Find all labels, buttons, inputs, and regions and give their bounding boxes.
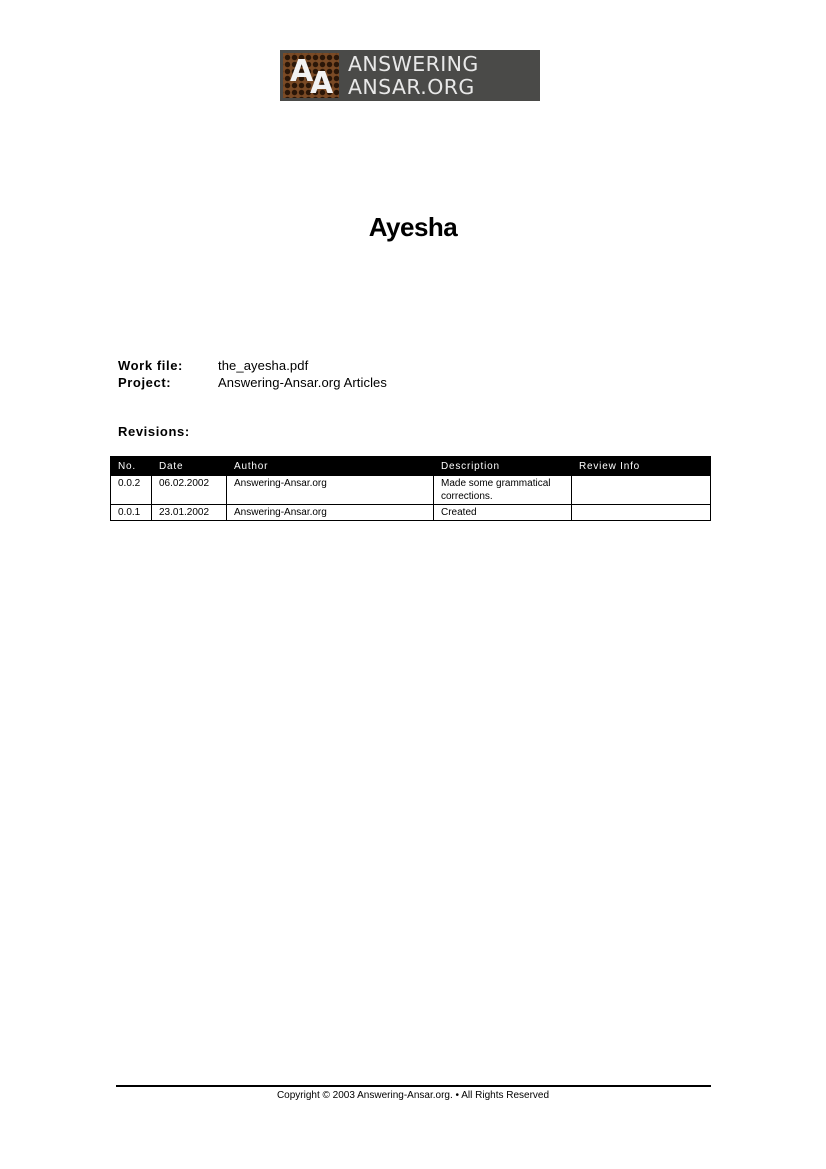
logo-letter: A: [310, 66, 334, 101]
cell-no: 0.0.2: [111, 476, 152, 505]
revisions-table: [110, 456, 711, 521]
table-row: [111, 476, 711, 505]
work-file-value: the_ayesha.pdf: [218, 358, 309, 373]
project-row: [118, 374, 387, 391]
cell-date: 06.02.2002: [152, 476, 227, 505]
revisions-heading: Revisions:: [118, 424, 190, 439]
logo-text-line-1: ANSWERING: [348, 52, 479, 76]
table-header-row: [111, 457, 711, 476]
column-header-review-info: Review Info: [572, 457, 711, 476]
site-logo: [280, 50, 540, 101]
column-header-author: Author: [227, 457, 434, 476]
project-value: Answering-Ansar.org Articles: [218, 375, 387, 390]
cell-date: 23.01.2002: [152, 505, 227, 521]
footer-divider: [116, 1085, 711, 1087]
work-file-label: Work file:: [118, 358, 183, 373]
column-header-description: Description: [434, 457, 572, 476]
logo-mark: [283, 53, 339, 101]
table-row: [111, 505, 711, 521]
column-header-date: Date: [152, 457, 227, 476]
cell-author: Answering-Ansar.org: [227, 505, 434, 521]
footer-copyright: Copyright © 2003 Answering-Ansar.org. • All Rights Reserved: [276, 1090, 550, 1101]
document-title: Ayesha: [368, 212, 458, 242]
cell-description: Made some grammatical corrections.: [434, 476, 572, 505]
cell-description: Created: [434, 505, 572, 521]
column-header-no: No.: [111, 457, 152, 476]
logo-letter: A: [290, 54, 314, 89]
cell-review-info: [572, 505, 711, 521]
document-meta: [118, 357, 387, 391]
cell-no: 0.0.1: [111, 505, 152, 521]
cell-author: Answering-Ansar.org: [227, 476, 434, 505]
project-label: Project:: [118, 375, 172, 390]
logo-text-line-2: ANSAR.ORG: [348, 75, 475, 99]
cell-review-info: [572, 476, 711, 505]
work-file-row: [118, 357, 387, 374]
